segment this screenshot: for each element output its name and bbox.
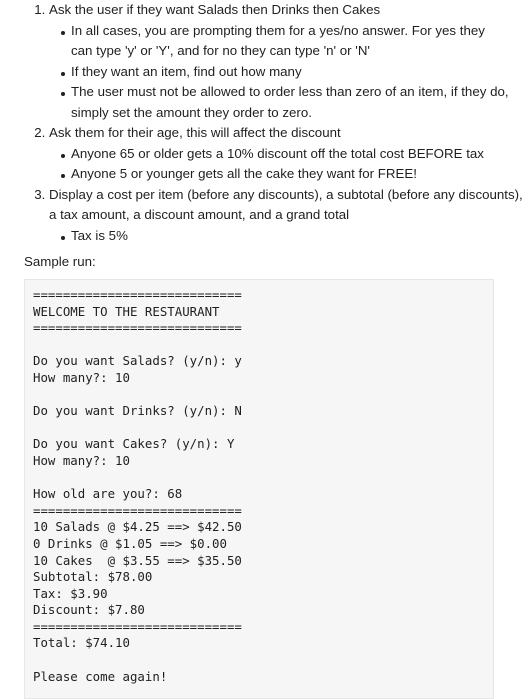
bullet-item: Tax is 5% [61,226,509,247]
bullet-item: In all cases, you are prompting them for a yes/no answer. For yes they can type 'y' or 'Y', and for no they can type 'n' or 'N' [61,21,509,62]
step-1 [49,0,529,123]
sample-run-label: Sample run: [24,254,96,269]
sample-run-code-block [24,279,494,699]
bullet-item: Anyone 65 or older gets a 10% discount off the total cost BEFORE tax [61,144,509,165]
bullet-item: Anyone 5 or younger gets all the cake they want for FREE! [61,164,509,185]
document-body [0,0,529,246]
step-text: Ask them for their age, this will affect the discount [49,125,341,140]
step-text: Display a cost per item (before any discounts), a subtotal (before any discounts), a tax amount, a discount amount, and a grand total [49,186,523,222]
step-1-bullets [49,21,529,124]
step-2 [49,123,529,185]
step-3 [49,185,529,247]
step-3-bullets [49,226,529,247]
sample-run-output: ============================ WELCOME TO THE RESTAURANT ============================ Do you want Salads? (y/n): y How many?: 10 Do you want Drinks? (y/n): N Do you want Cakes? (y/n): Y How many?: 10 How old are you?: 68 ============================ 10 Salads @ $4.25 ==> $42.50 0 Drinks @ $1.05 ==> $0.00 10 Cakes @ $3.55 ==> $35.50 Subtotal: $78.00 Tax: $3.90 Discount: $7.80 ============================ Total: $74.10 Please come again! [33,287,242,684]
step-text: Ask the user if they want Salads then Drinks then Cakes [49,2,381,17]
instruction-list [0,0,529,246]
bullet-item: The user must not be allowed to order less than zero of an item, if they do, simply set the amount they order to zero. [61,82,509,123]
step-2-bullets [49,144,529,185]
bullet-item: If they want an item, find out how many [61,62,509,83]
